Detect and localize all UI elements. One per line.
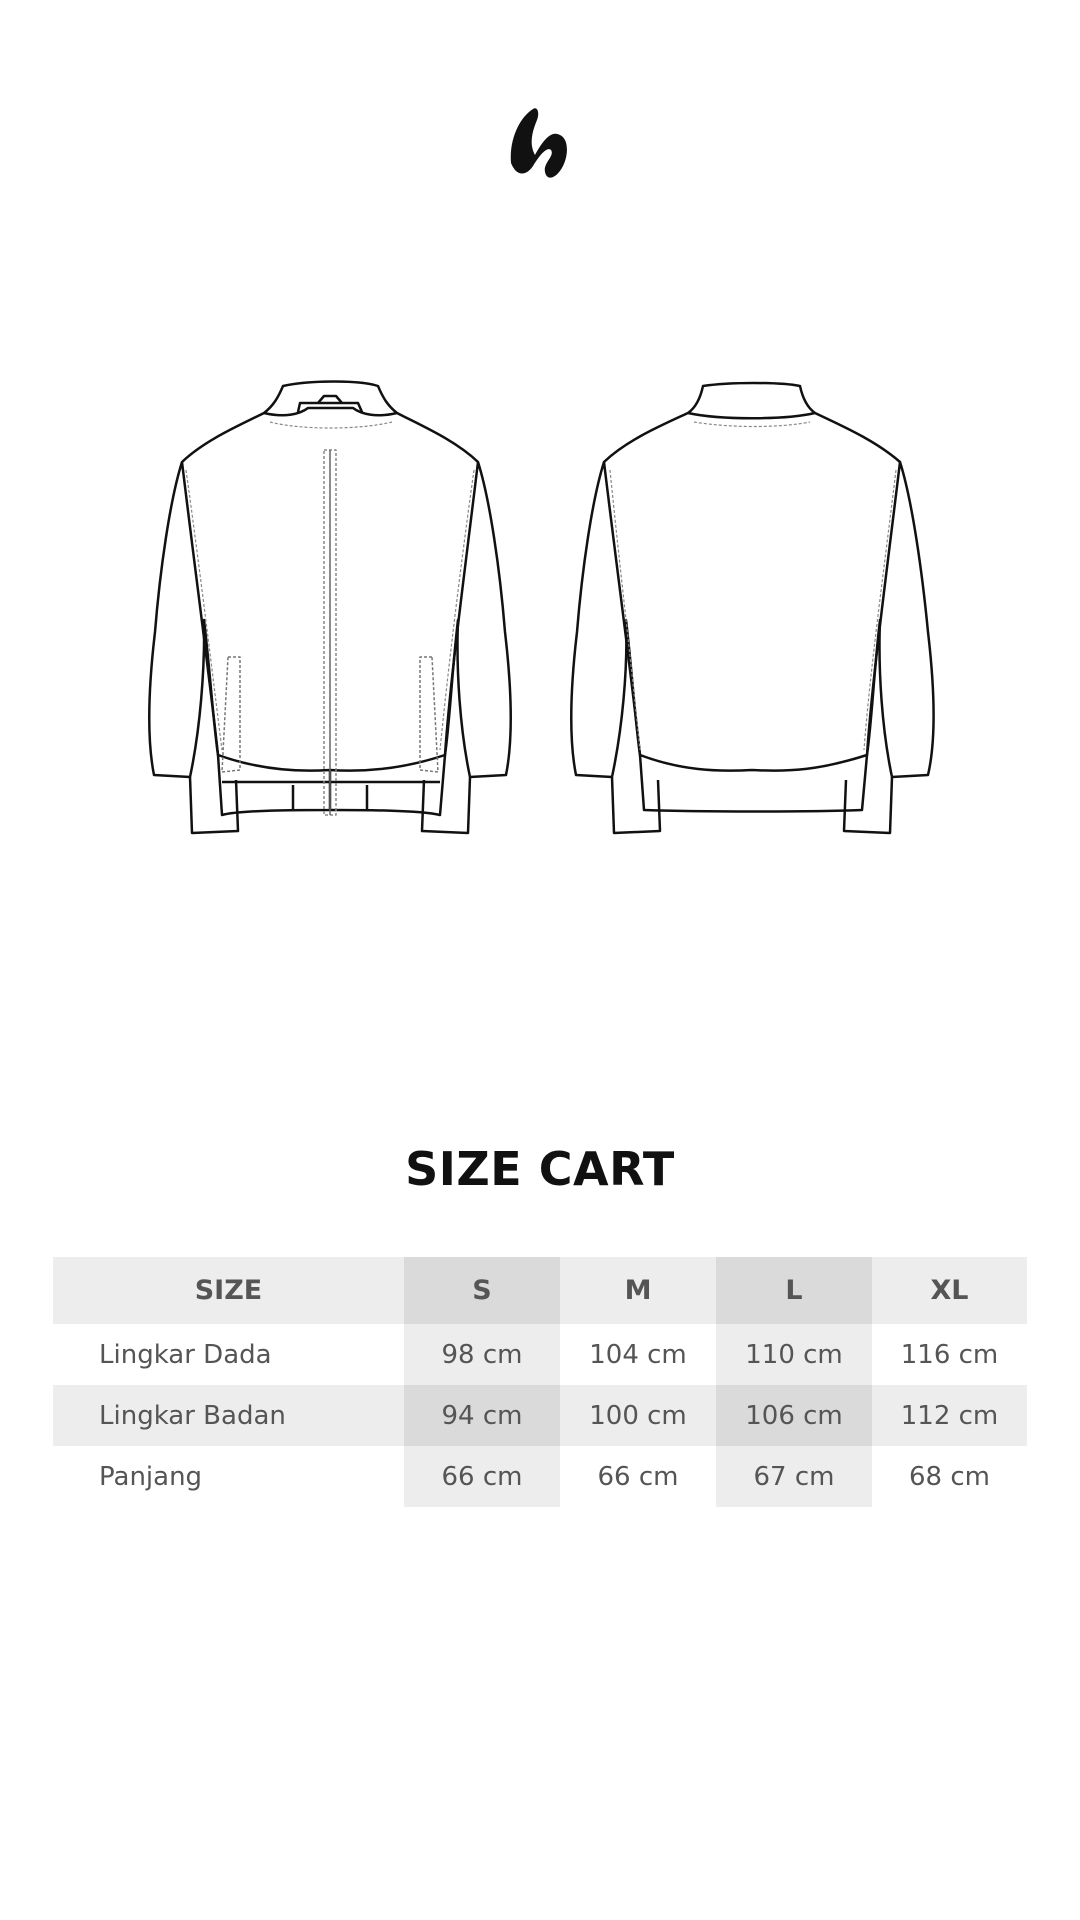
row-label: Panjang — [99, 1461, 203, 1492]
jacket-front-icon — [149, 382, 511, 834]
cell-xl: 68 cm — [909, 1461, 990, 1492]
cell-m: 104 cm — [589, 1339, 687, 1370]
cell-m: 100 cm — [589, 1400, 687, 1431]
cell-s: 94 cm — [404, 1385, 560, 1446]
table-row — [53, 1324, 1027, 1385]
jacket-illustration — [0, 370, 1080, 880]
header-m: M — [624, 1275, 652, 1306]
size-chart-table — [53, 1257, 1027, 1507]
table-row — [53, 1385, 1027, 1446]
cell-xl: 112 cm — [900, 1400, 999, 1431]
cell-m: 66 cm — [597, 1461, 679, 1492]
table-row — [53, 1446, 1027, 1507]
header-s: S — [404, 1257, 560, 1324]
brand-wave-logo-icon — [505, 100, 575, 182]
cell-s: 66 cm — [404, 1446, 560, 1507]
cell-s: 98 cm — [404, 1324, 560, 1385]
cell-l: 67 cm — [716, 1446, 872, 1507]
cell-l: 110 cm — [716, 1324, 872, 1385]
cell-xl: 116 cm — [900, 1339, 999, 1370]
header-size: SIZE — [194, 1275, 263, 1306]
row-label: Lingkar Badan — [99, 1400, 286, 1431]
header-l: L — [716, 1257, 872, 1324]
row-label: Lingkar Dada — [99, 1339, 272, 1370]
page-title: SIZE CART — [405, 1142, 675, 1196]
cell-l: 106 cm — [716, 1385, 872, 1446]
header-xl: XL — [930, 1275, 969, 1306]
table-header-row — [53, 1257, 1027, 1324]
jacket-back-icon — [571, 383, 933, 833]
